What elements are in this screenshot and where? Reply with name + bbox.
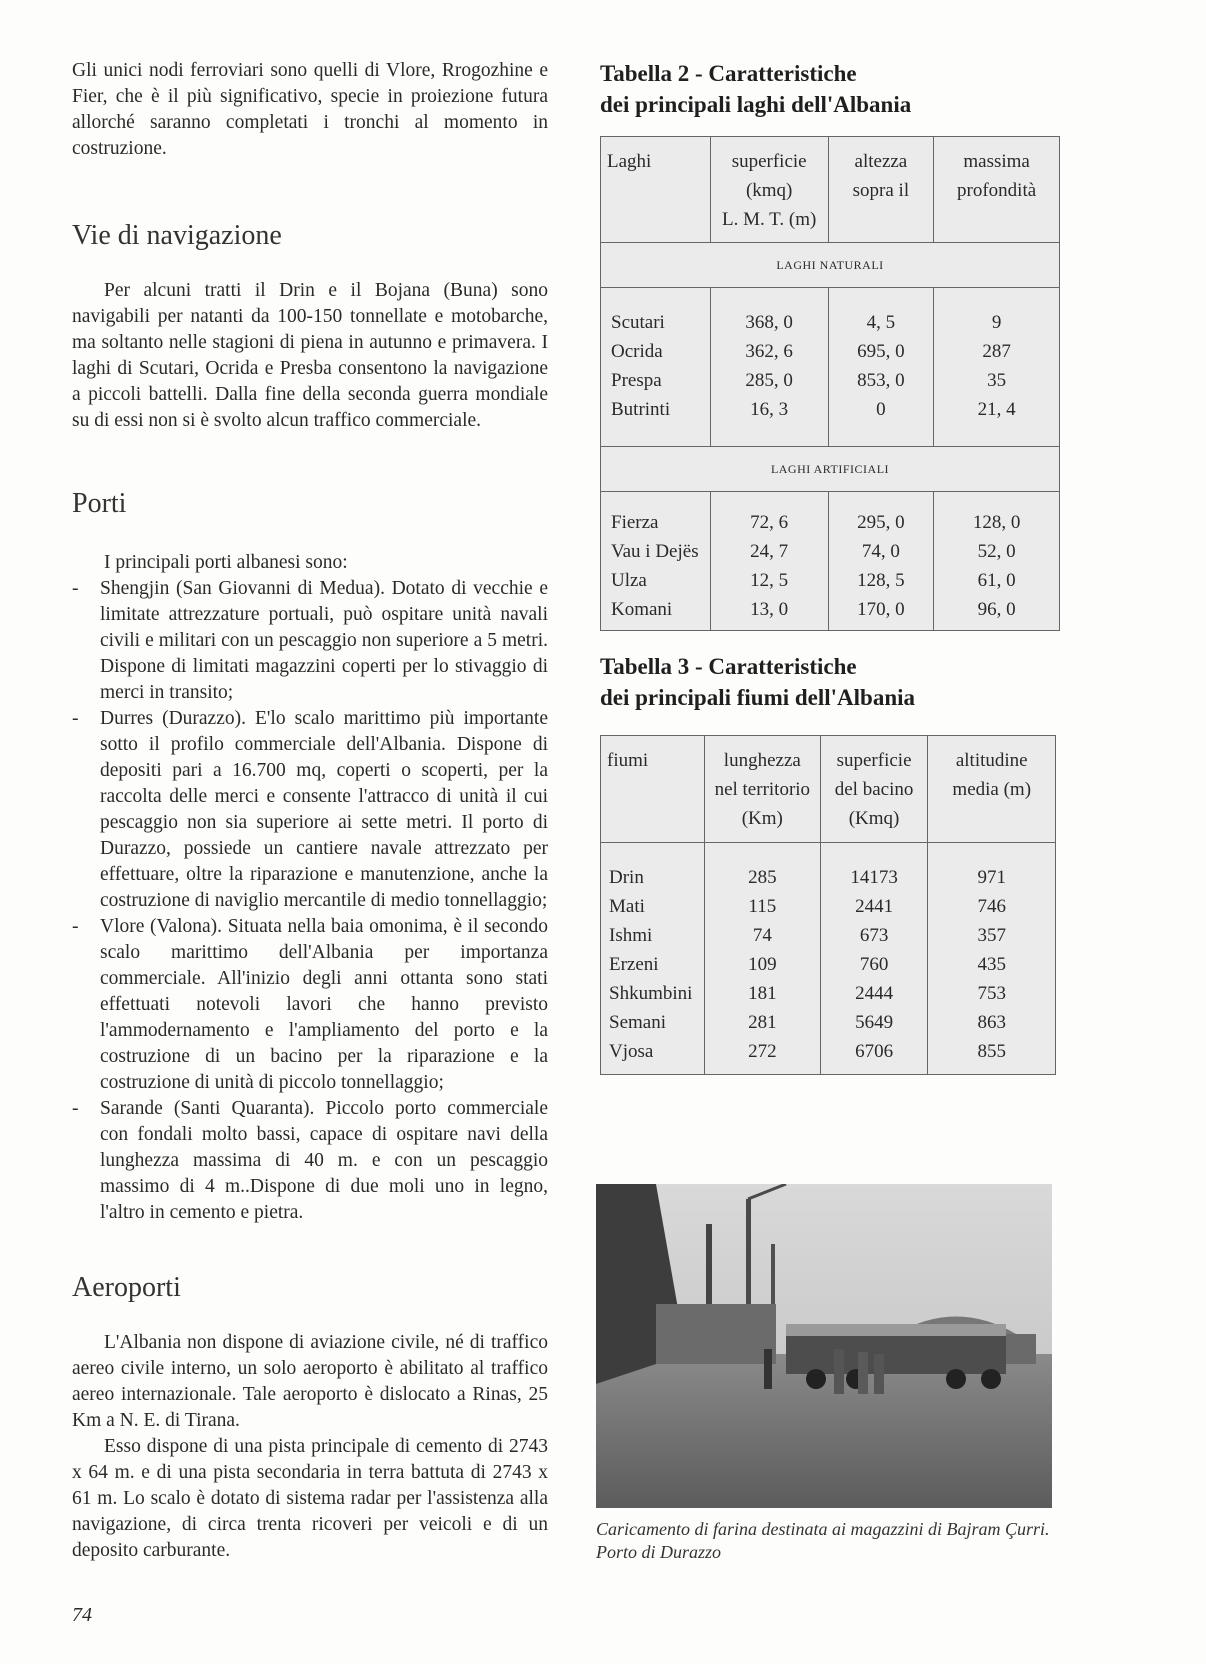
- heading-vie-navigazione: Vie di navigazione: [72, 220, 282, 251]
- table2-laghi: [600, 136, 1060, 631]
- table-row: Fierza Vau i Dejës Ulza Komani 72, 6 24, 7 12, 5 13, 0 295, 0 74, 0 128, 5 170, 0 128, 0 52, 0 61, 0 96, 0: [601, 492, 1060, 631]
- table-header-row: [601, 736, 1056, 843]
- porti-intro: I principali porti albanesi sono:: [104, 552, 348, 573]
- column-header: massima profondità: [934, 137, 1060, 243]
- list-item: - Shengjin (San Giovanni di Medua). Dotato di vecchie e limitate attrezzature portuali, può ospitare unità navali civili e militari con un pescaggio non superiore a 5 metri. Dispone di limitati magazzini coperti per lo stivaggio di merci in transito;: [72, 576, 548, 706]
- section-label-naturali: LAGHI NATURALI: [601, 243, 1060, 288]
- list-item: - Sarande (Santi Quaranta). Piccolo porto commerciale con fondali molto bassi, capace di ospitare navi della lunghezza massima di 40 m. e con un pescaggio massimo di 4 m..Dispone di due moli uno in legno, l'altro in cemento e pietra.: [72, 1096, 548, 1226]
- table-row: Drin Mati Ishmi Erzeni Shkumbini Semani Vjosa 285 115 74 109 181 281 272 14173 2441 673 760 2444 5649 6706 971 746 357 435 753 863 855: [601, 843, 1056, 1075]
- column-header: lunghezza nel territorio (Km): [704, 736, 820, 843]
- column-header: altezza sopra il: [828, 137, 934, 243]
- list-item: - Vlore (Valona). Situata nella baia omonima, è il secondo scalo marittimo dell'Albania per importanza commerciale. All'inizio degli anni ottanta sono stati effettuati notevoli lavori che hanno previsto l'ammodernamento e l'ampliamento del porto e la costruzione di un bacino per la riparazione e la costruzione di unità di piccolo tonnellaggio;: [72, 914, 548, 1096]
- porti-list: [72, 576, 548, 1226]
- column-header: fiumi: [601, 736, 705, 843]
- aeroporti-paragraph-2: Esso dispone di una pista principale di cemento di 2743 x 64 m. e di una pista secondaria in terra battuta di 2743 x 61 m. Lo scalo è dotato di sistema radar per l'assistenza alla navigazione, di circa trenta ricoveri per veicoli e di un deposito carburante.: [72, 1436, 548, 1561]
- aeroporti-paragraph-1: L'Albania non dispone di aviazione civile, né di traffico aereo civile interno, un solo aeroporto è abilitato al traffico aereo internazionale. Tale aeroporto è dislocato a Rinas, 25 Km a N. E. di Tirana.: [72, 1332, 548, 1431]
- table3-title: Tabella 3 - Caratteristiche dei principali fiumi dell'Albania: [600, 654, 916, 710]
- heading-porti: Porti: [72, 488, 127, 519]
- intro-paragraph: Gli unici nodi ferroviari sono quelli di Vlore, Rrogozhine e Fier, che è il più significativo, specie in proiezione futura allorché saranno completati i tronchi al momento in costruzione.: [72, 60, 548, 159]
- section-label-artificiali: LAGHI ARTIFICIALI: [601, 447, 1060, 492]
- table-header-row: [601, 137, 1060, 243]
- column-header: Laghi: [601, 137, 711, 243]
- column-header: superficie (kmq) L. M. T. (m): [710, 137, 828, 243]
- port-photo-image: [596, 1184, 1052, 1508]
- photo-caption: Caricamento di farina destinata ai magazzini di Bajram Çurri. Porto di Durazzo: [596, 1519, 1050, 1562]
- left-column: [72, 58, 548, 1564]
- table3-fiumi: [600, 735, 1056, 1075]
- table2-title: Tabella 2 - Caratteristiche dei principali laghi dell'Albania: [600, 61, 912, 117]
- vie-paragraph: Per alcuni tratti il Drin e il Bojana (Buna) sono navigabili per natanti da 100-150 tonnellate e motobarche, ma soltanto nelle stagioni di piena in autunno e primavera. I laghi di Scutari, Ocrida e Presba consentono la navigazione a piccoli battelli. Dalla fine della seconda guerra mondiale su di essi non si è svolto alcun traffico commerciale.: [72, 280, 548, 431]
- list-item: - Durres (Durazzo). E'lo scalo marittimo più importante sotto il profilo commerciale dell'Albania. Dispone di depositi pari a 16.700 mq, coperti o scoperti, per la raccolta delle merci e consente l'attracco di unità il cui pescaggio non sia superiore ai sette metri. Il porto di Durazzo, possiede un cantiere navale attrezzato per effettuare, oltre la riparazione e manutenzione, anche la costruzione di naviglio mercantile di medio tonnellaggio;: [72, 706, 548, 914]
- heading-aeroporti: Aeroporti: [72, 1272, 181, 1303]
- column-header: altitudine media (m): [928, 736, 1056, 843]
- port-photo: [596, 1184, 1052, 1508]
- table-row: Scutari Ocrida Prespa Butrinti 368, 0 362, 6 285, 0 16, 3 4, 5 695, 0 853, 0 0 9 287 35 21, 4: [601, 288, 1060, 447]
- column-header: superficie del bacino (Kmq): [820, 736, 928, 843]
- right-column: [600, 58, 1060, 1075]
- page-number: 74: [72, 1604, 92, 1626]
